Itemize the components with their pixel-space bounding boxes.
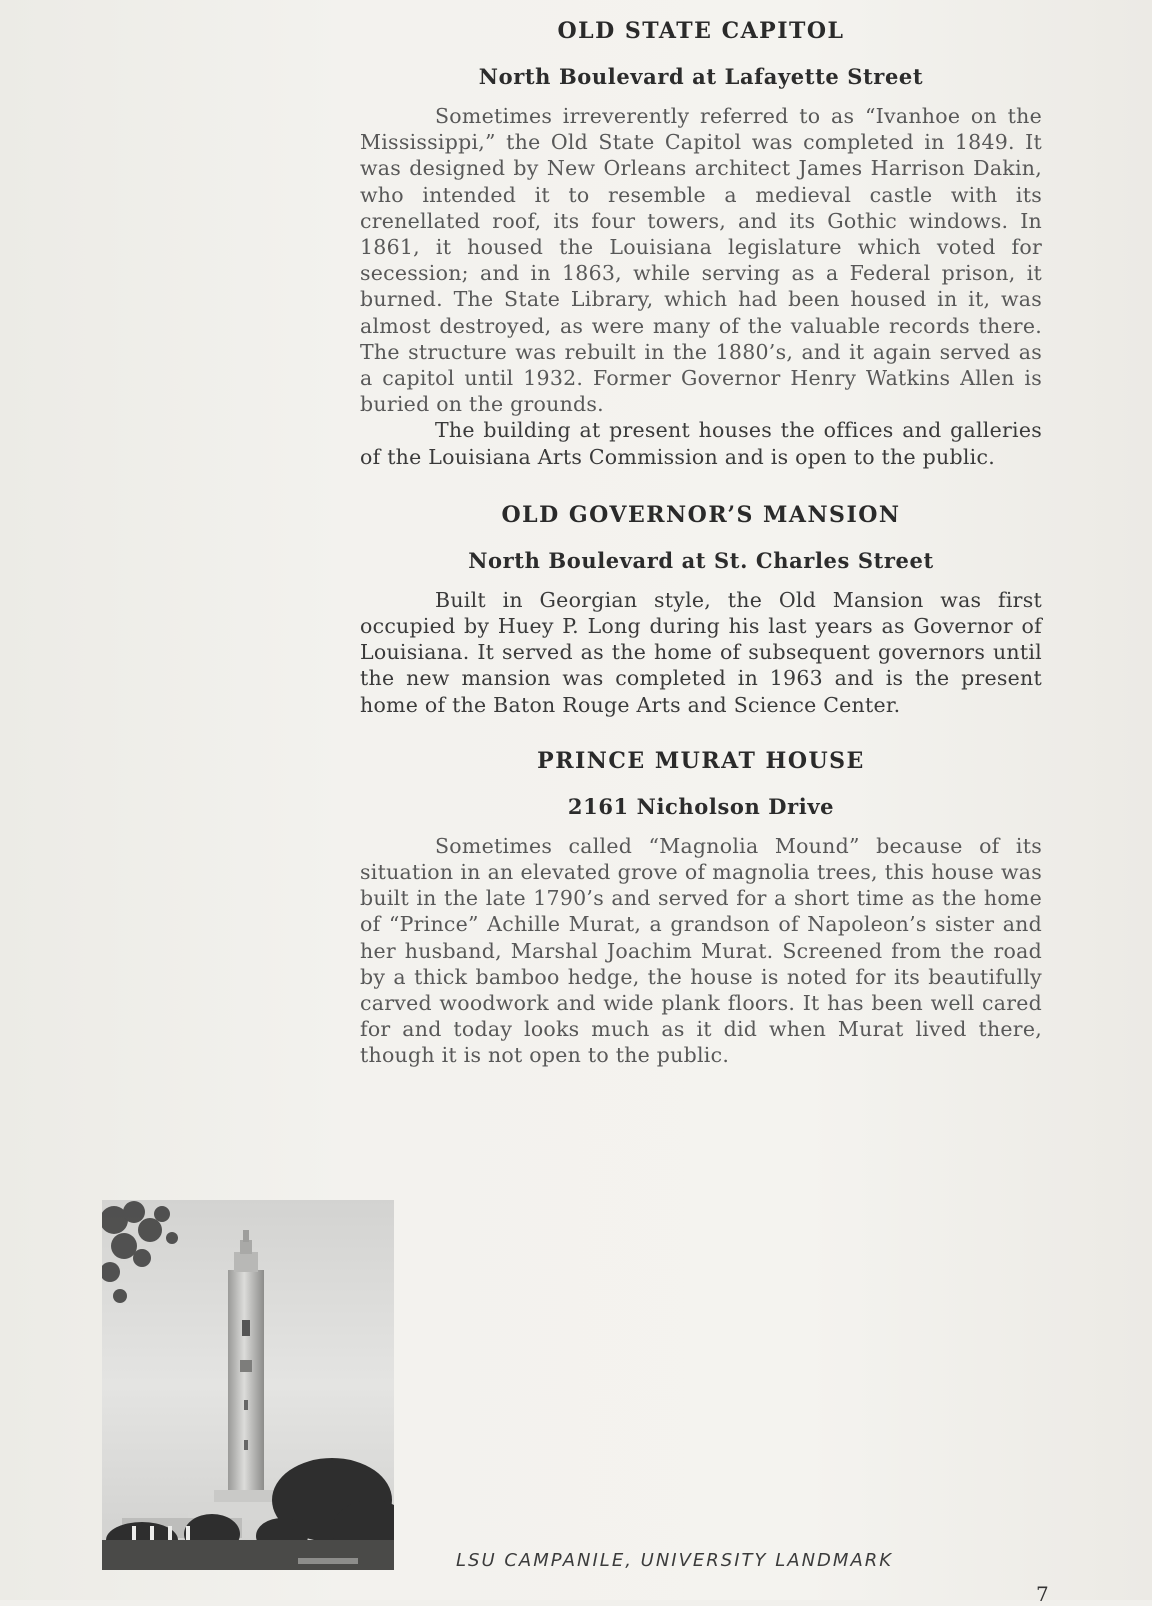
section-title: OLD STATE CAPITOL [557, 18, 845, 44]
section-old-governors-mansion [360, 502, 1042, 718]
text-column [360, 18, 1042, 1101]
section-title: PRINCE MURAT HOUSE [537, 747, 865, 774]
section-title: OLD GOVERNOR’S MANSION [501, 501, 901, 528]
section-address: North Boulevard at Lafayette Street [478, 64, 924, 89]
photo-caption: LSU CAMPANILE, UNIVERSITY LANDMARK [456, 1550, 894, 1571]
section-paragraph: Sometimes irreverently referred to as “Ivanhoe on the Mississippi,” the Old State Capitol was completed in 1849. It was designed by New Orleans architect James Harrison Dakin, who intended it to resemble a medieval castle with its crenellated roof, its four towers, and its Gothic windows. In 1861, it housed the Louisiana legislature which voted for secession; and in 1863, while serving as a Federal prison, it burned. The State Library, which had been housed in it, was almost destroyed, as were many of the valuable records there. The structure was rebuilt in the 1880’s, and it again served as a capitol until 1932. Former Governor Henry Watkins Allen is buried on the grounds. [360, 104, 1042, 417]
page-number: 7 [1036, 1582, 1049, 1606]
section-paragraph: The building at present houses the offices and galleries of the Louisiana Arts Commission and is open to the public. [360, 418, 1042, 469]
section-old-state-capitol [360, 18, 1042, 470]
section-paragraph: Sometimes called “Magnolia Mound” because of its situation in an elevated grove of magnolia trees, this house was built in the late 1790’s and served for a short time as the home of “Prince” Achille Murat, a grandson of Napoleon’s sister and her husband, Marshal Joachim Murat. Screened from the road by a thick bamboo hedge, the house is noted for its beautifully carved woodwork and wide plank floors. It has been well cared for and today looks much as it did when Murat lived there, though it is not open to the public. [360, 833, 1042, 1068]
campanile-photo [102, 1200, 394, 1570]
section-address: North Boulevard at St. Charles Street [468, 547, 934, 573]
section-prince-murat-house [360, 748, 1042, 1069]
section-paragraph: Built in Georgian style, the Old Mansion was first occupied by Huey P. Long during his last years as Governor of Louisiana. It served as the home of subsequent governors until the new mansion was completed in 1963 and is the present home of the Baton Rouge Arts and Science Center. [360, 587, 1042, 717]
section-address: 2161 Nicholson Drive [567, 793, 835, 819]
